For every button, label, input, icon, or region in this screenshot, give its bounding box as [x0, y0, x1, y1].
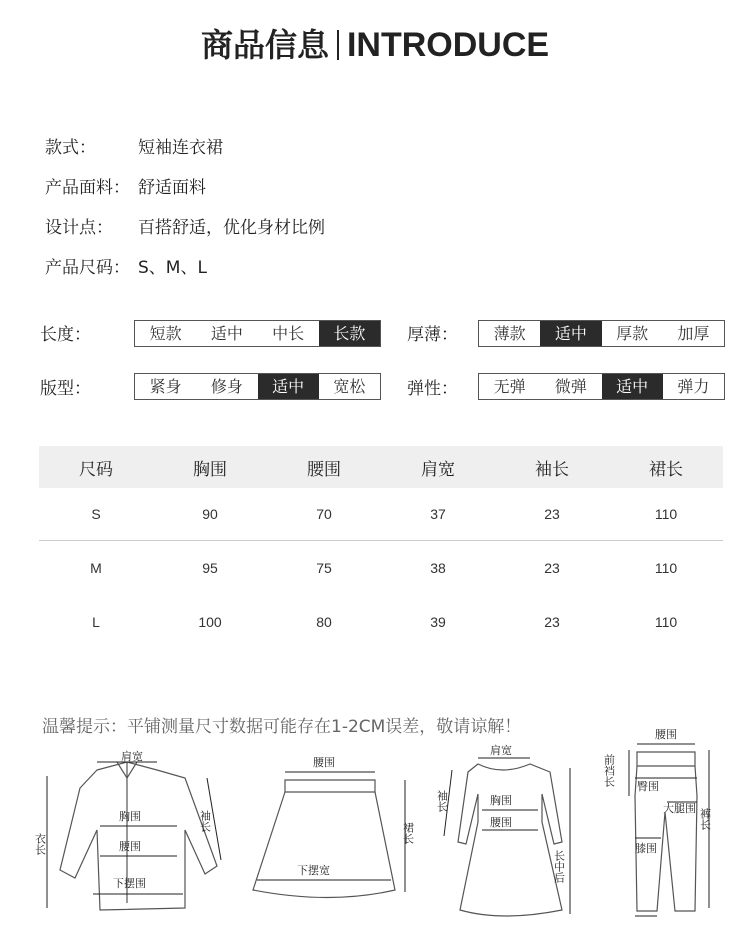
info-value: 短袖连衣裙 — [138, 138, 223, 158]
shirt-shoulder-label: 肩宽 — [121, 750, 143, 763]
info-value: 百搭舒适，优化身材比例 — [138, 218, 325, 238]
skirt-waist-label: 腰围 — [313, 756, 335, 769]
info-label: 产品尺码： — [45, 258, 130, 278]
elasticity-option: 弹力 — [677, 377, 710, 396]
skirt-diagram — [245, 750, 425, 914]
dress-diagram — [435, 742, 590, 921]
shirt-sleeve-label: 袖长 — [198, 810, 212, 832]
header-size: 尺码 — [39, 446, 153, 488]
length-option-selected: 长款 — [319, 321, 380, 346]
table-cell: 80 — [316, 614, 332, 630]
table-cell: 110 — [654, 614, 678, 630]
title-cn: 商品信息 — [200, 26, 329, 64]
table-cell: 38 — [430, 560, 446, 576]
shirt-chest-label: 胸围 — [119, 810, 141, 823]
info-label: 款式： — [45, 138, 96, 158]
page-title — [0, 20, 750, 66]
header-waist: 腰围 — [267, 446, 381, 488]
pants-rise-label: 前裆长 — [602, 754, 616, 787]
thickness-option: 厚款 — [616, 324, 649, 343]
table-cell: 95 — [202, 560, 218, 576]
skirt-length-label: 裙长 — [401, 822, 415, 844]
pants-diagram — [602, 726, 725, 925]
table-cell: 39 — [430, 614, 446, 630]
table-cell: 110 — [609, 488, 723, 541]
info-row-style — [45, 128, 325, 168]
title-divider — [337, 30, 339, 60]
shirt-waist-label: 腰围 — [119, 840, 141, 853]
table-cell: 70 — [267, 488, 381, 541]
info-label: 设计点： — [45, 218, 113, 238]
thickness-selector — [478, 320, 725, 347]
info-row-fabric — [45, 168, 325, 208]
shirt-length-label: 衣长 — [33, 833, 47, 855]
table-cell: 23 — [544, 560, 560, 576]
length-selector — [134, 320, 381, 347]
skirt-hem-label: 下摆宽 — [297, 864, 330, 877]
header-skirt-length: 裙长 — [609, 446, 723, 488]
dress-waist-label: 腰围 — [490, 816, 512, 829]
elasticity-selector — [478, 373, 725, 400]
elasticity-option-selected: 适中 — [602, 374, 663, 399]
table-cell: S — [39, 488, 153, 541]
length-option: 适中 — [210, 324, 243, 343]
shirt-diagram — [35, 748, 235, 922]
fit-option: 紧身 — [149, 377, 182, 396]
table-header-row — [39, 446, 723, 488]
pants-waist-label: 腰围 — [655, 728, 677, 741]
pants-knee-label: 膝围 — [635, 842, 657, 855]
shirt-svg — [35, 748, 235, 918]
thickness-option: 加厚 — [677, 324, 710, 343]
fit-selector — [134, 373, 381, 400]
elasticity-label: 弹性： — [407, 379, 458, 399]
header-shoulder: 肩宽 — [381, 446, 495, 488]
dress-length-label: 长中后 — [552, 850, 566, 883]
fit-option: 修身 — [210, 377, 243, 396]
table-cell: 100 — [198, 614, 222, 630]
product-info — [45, 128, 325, 288]
length-label: 长度： — [40, 325, 91, 345]
header-chest: 胸围 — [153, 446, 267, 488]
table-row — [39, 488, 723, 541]
elasticity-option: 微弹 — [554, 377, 587, 396]
title-en: INTRODUCE — [346, 26, 550, 64]
info-row-design — [45, 208, 325, 248]
dress-shoulder-label: 肩宽 — [490, 744, 512, 757]
header-sleeve: 袖长 — [495, 446, 609, 488]
shirt-hem-label: 下摆围 — [113, 877, 146, 890]
dress-chest-label: 胸围 — [490, 794, 512, 807]
table-row — [39, 595, 723, 649]
size-table — [39, 446, 723, 649]
table-cell: 37 — [381, 488, 495, 541]
fit-option: 宽松 — [333, 377, 366, 396]
length-option: 短款 — [149, 324, 182, 343]
thickness-option-selected: 适中 — [540, 321, 601, 346]
length-option: 中长 — [272, 324, 305, 343]
info-value: S、M、L — [138, 258, 207, 278]
info-label: 产品面料： — [45, 178, 130, 198]
info-value: 舒适面料 — [138, 178, 206, 198]
pants-thigh-label: 大腿围 — [663, 802, 696, 815]
fit-option-selected: 适中 — [258, 374, 319, 399]
thickness-option: 薄款 — [493, 324, 526, 343]
table-cell: L — [92, 614, 100, 630]
table-cell: 110 — [654, 560, 678, 576]
info-row-sizes — [45, 248, 325, 288]
pants-hip-label: 臀围 — [637, 780, 659, 793]
thickness-label: 厚薄： — [407, 325, 458, 345]
table-row — [39, 541, 723, 596]
table-cell: 23 — [544, 614, 560, 630]
fit-label: 版型： — [40, 379, 91, 399]
dress-svg — [435, 742, 590, 917]
table-cell: 75 — [316, 560, 332, 576]
pants-length-label: 裤长 — [698, 808, 712, 830]
elasticity-option: 无弹 — [493, 377, 526, 396]
table-cell: 23 — [495, 488, 609, 541]
measurement-tip: 温馨提示：平铺测量尺寸数据可能存在1-2CM误差，敬请谅解！ — [42, 717, 522, 737]
skirt-svg — [245, 750, 425, 910]
pants-svg — [602, 726, 725, 921]
dress-sleeve-label: 袖长 — [435, 790, 449, 812]
table-cell: M — [90, 560, 102, 576]
table-cell: 90 — [153, 488, 267, 541]
